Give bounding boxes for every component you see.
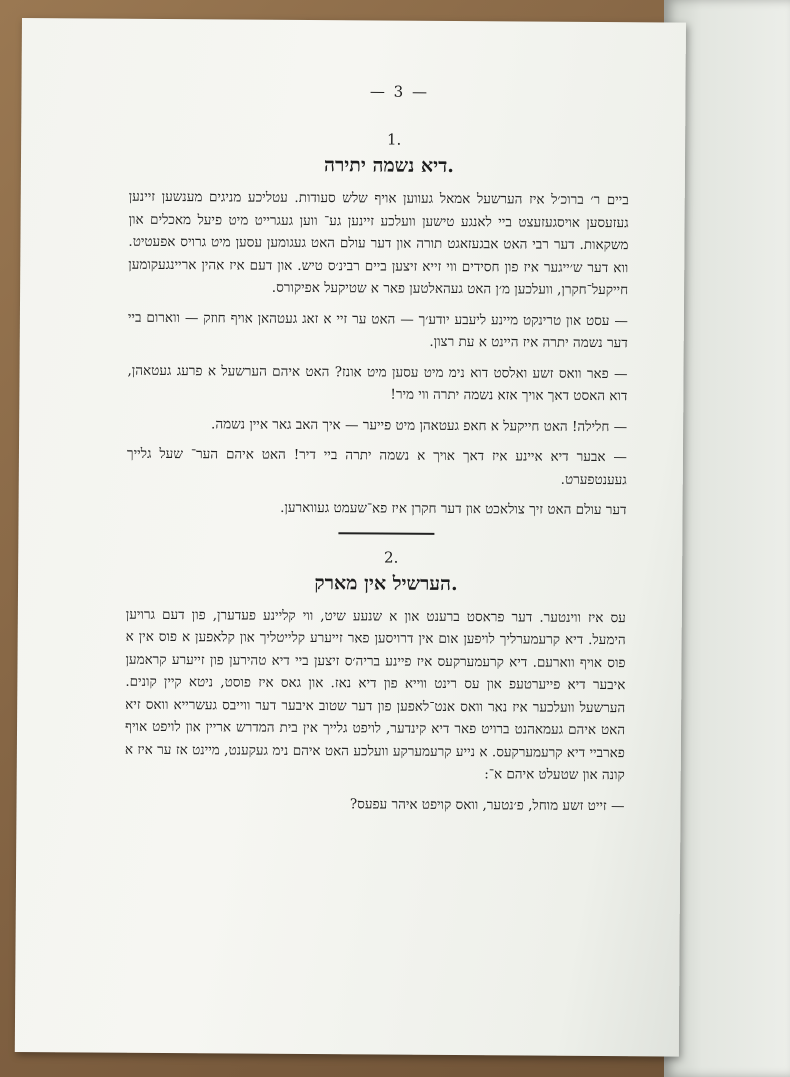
page-number: — 3 — [369,82,430,101]
paragraph: — עסט און טרינקט מיינע ליעבע יודע׳ך — האט ער זיי א זאג געטהאן אויף חוזק — ווארום ביי דער נשמה יתרה איז היינט א עת רצון. [127,309,628,352]
page-content [124,81,629,825]
paragraph: — פאר וואס זשע ואלסט דוא נימ מיט עסען מיט אונז? האט איהם הערשעל א פרעג געטאהן, דוא האסט דאך אויך אזא נשמה יתרה ווי מיר! [127,362,628,405]
section-title: דיא נשמה יתירה. [323,154,454,178]
section-divider [338,532,434,535]
section-number: 1. [386,130,402,149]
section-1 [127,129,630,522]
paragraph: ביים ר׳ ברוכ׳ל איז הערשעל אמאל געווען אויף שלש סעודות. עטליכע מניגים מענשען זיינען געזעסען אויסגעזעצט ביי לאנגע טישען וועלכע זיינען גע־ ווען געגרייט מיט פיעל מאכלים און משקאות. דער רבי האט אבגעזאגט תורה און דער עולם האט געגומען עסען מיט גרויס אפעטיט. ווא דער ש׳ייגער איז פון חסידים ווי זייא זיצען ביים רבינ׳ס טיש. און דעם איז אהין אריינגעקומען חייקעל־חקרן, וועלכען מ׳ן האט געהאלטען פאר א שטיקעל אפיקורס. [128,188,629,299]
paragraph: — זייט זשע מוחל, פ׳נטער, וואס קויפט איהר עפעס? [349,795,625,814]
paragraph: עס איז ווינטער. דער פראסט ברענט און א שנעע שיט, ווי קליינע פעדערן, פון דעם גרויען הימעל. דיא קרעמערליך לויפען אום אין דרויסען פאר זייערע קלייטליך און קלאפען א פוס אין א פוס אויף ווארעם. דיא קרעמערקעס איז פיינע בריה׳ס זיצען ביי דיא טהירען פון זייערע קראמען איבער דיא פייערטעפ און עס רינט ווייא פון דיא נאז. און גאס איז פוסט, ניטא קיין קונים. הערשעל וועלכער איז נאר וואס אנט־לאפען פון דער שטוב איבער דער ווייבס געשרייא וואס זיא האט איהם געמאהנט ברויט פאר דיא קינדער, לויפט גלייך אין בית המדרש אריין און לויפט אויף פארביי דיא קרעמערקעס. א נייע קרעמערקע וועלכע האט איהם נימ געקענט, מיינט אז ער איז א קונה און שטעלט איהם א־: [124,606,626,784]
book-page [15,18,686,1057]
paragraph: דער עולם האט זיך צולאכט און דער חקרן איז פא־שעמט געווארען. [280,499,627,519]
paragraph: — חלילה! האט חייקעל א חאפ געטאהן מיט פייער — איך האב גאר איין נשמה. [211,415,628,435]
section-title: הערשיל אין מארק. [314,571,458,595]
paragraph: — אבער דיא איינע איז דאך אויך א נשמה יתרה ביי דיר! האט איהם הער־ שעל גלייך געענטפערט. [126,445,628,488]
section-number: 2. [384,548,399,567]
section-2 [124,546,626,817]
